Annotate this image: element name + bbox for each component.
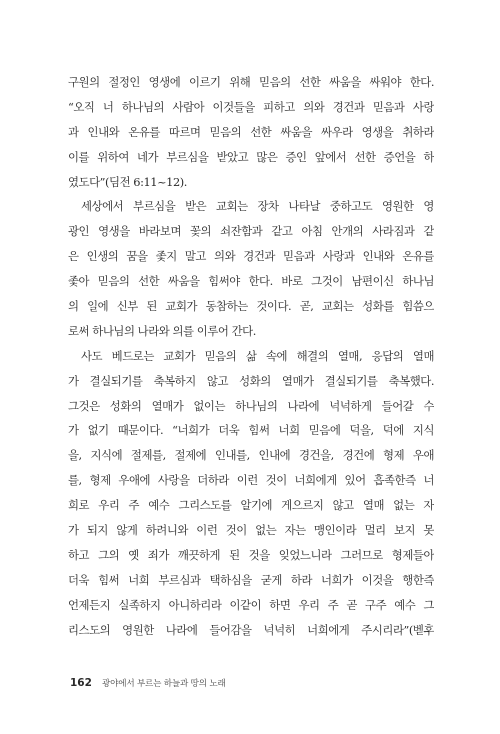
page-footer — [70, 673, 226, 689]
text-line: “오직 너 하나님의 사람아 이것들을 피하고 의와 경건과 믿음과 사랑 — [68, 99, 434, 114]
text-line: 사도 베드로는 교회가 믿음의 삶 속에 해결의 열매, 응답의 열매 — [81, 348, 434, 363]
text-line: 가 되지 않게 하려니와 이런 것이 없는 자는 맹인이라 멀리 보지 못 — [68, 523, 434, 538]
text-line: 구원의 절정인 영생에 이르기 위해 믿음의 선한 싸움을 싸워야 한다. — [68, 75, 434, 89]
text-line: 하고 그의 옛 죄가 깨끗하게 된 것을 잊었느니라 그러므로 형제들아 — [68, 547, 434, 562]
body-text — [68, 70, 434, 642]
text-line: 좇아 믿음의 선한 싸움을 힘써야 한다. 바로 그것이 남편이신 하나님 — [68, 274, 434, 289]
text-line: 이를 위하여 네가 부르심을 받았고 많은 증인 앞에서 선한 증언을 하 — [68, 149, 434, 164]
text-line: 희로 우리 주 예수 그리스도를 알기에 게으르지 않고 열매 없는 자 — [68, 498, 434, 513]
text-line: 세상에서 부르심을 받은 교회는 장차 나타날 중하고도 영원한 영 — [81, 199, 434, 214]
text-line: 더욱 힘써 너희 부르심과 택하심을 굳게 하라 너희가 이것을 행한즉 — [68, 572, 434, 587]
text-line: 을, 지식에 절제를, 절제에 인내를, 인내에 경건을, 경건에 형제 우애 — [68, 448, 434, 463]
running-title: 광야에서 부르는 하늘과 땅의 노래 — [102, 679, 226, 689]
text-line: 그것은 성화의 열매가 없이는 하나님의 나라에 넉넉하게 들어갈 수 — [68, 398, 434, 413]
text-line: 언제든지 실족하지 아니하리라 이같이 하면 우리 주 곧 구주 예수 그 — [68, 597, 434, 612]
text-line: 리스도의 영원한 나라에 들어감을 넉넉히 너희에게 주시리라”(벧후 — [68, 622, 434, 637]
text-line: 였도다”(딤전 6:11~12). — [68, 174, 187, 189]
text-line: 를, 형제 우애에 사랑을 더하라 이런 것이 너희에게 있어 흡족한즉 너 — [68, 473, 434, 488]
text-line: 로써 하나님의 나라와 의를 이루어 간다. — [68, 323, 256, 338]
page-number: 162 — [70, 677, 92, 689]
text-line: 가 없기 때문이다. “너희가 더욱 힘써 너희 믿음에 덕을, 덕에 지식 — [68, 423, 434, 438]
text-line: 의 일에 신부 된 교회가 동참하는 것이다. 곧, 교회는 성화를 힘씀으 — [68, 299, 434, 314]
text-line: 과 인내와 온유를 따르며 믿음의 선한 싸움을 싸우라 영생을 취하라 — [68, 124, 434, 139]
text-line: 광인 영생을 바라보며 꽃의 쇠잔함과 같고 아침 안개의 사라짐과 같 — [68, 224, 434, 239]
text-line: 은 인생의 꿈을 좇지 말고 의와 경건과 믿음과 사랑과 인내와 온유를 — [68, 249, 434, 264]
text-line: 가 결실되기를 축복하지 않고 성화의 열매가 결실되기를 축복했다. — [68, 373, 434, 388]
